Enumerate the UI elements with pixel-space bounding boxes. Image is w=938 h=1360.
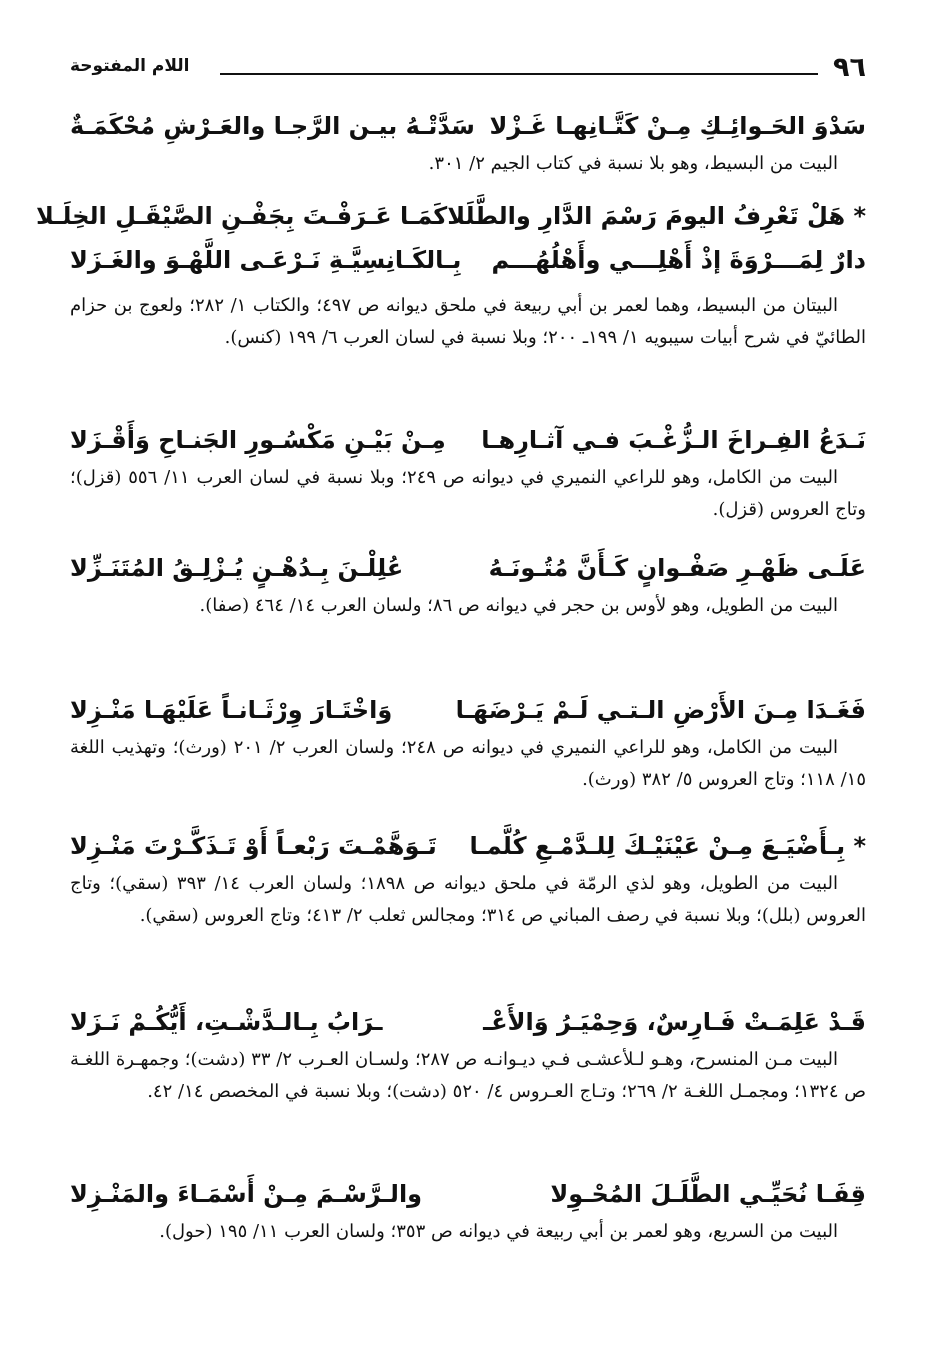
verse-note: البيت من الطويل، وهو لأوس بن حجر في ديوانه ص ٨٦؛ ولسان العرب ١٤/ ٤٦٤ (صفا). (199, 595, 838, 616)
verse-second-hemistich: سَدَّتْـهُ بيـن الرَّجـا والعَـرْشِ مُحْكَمَـةٌ (70, 112, 475, 140)
page-number: ٩٦ (833, 52, 866, 83)
verse-note: البيت من البسيط، وهو بلا نسبة في كتاب الجيم ٢/ ٣٠١. (428, 153, 838, 174)
verse-second-hemistich: عُلِلْـنَ بِـدُهْـنٍ يُـزْلِـقُ المُتَنَـزِّلا (70, 554, 404, 582)
verse-second-hemistich: وَاخْتَـارَ وِرْثَـانـاً عَلَيْهَـا مَنْـزِلا (70, 696, 393, 724)
verse-note: البيت من الكامل، وهو للراعي النميري في ديوانه ص ٢٤٨؛ ولسان العرب ٢/ ٢٠١ (ورث)؛ وتهذيب اللغة ١٥/ ١١٨؛ وتاج العروس ٥/ ٣٨٢ (ورث). (70, 737, 866, 790)
verse-second-hemistich: والـرَّسْـمَ مِـنْ أَسْمَـاءَ والمَنْـزِلا (70, 1180, 423, 1208)
header-rule (220, 73, 818, 75)
verse-line (70, 1172, 866, 1216)
verse-note: البيت من الكامل، وهو للراعي النميري في ديوانه ص ٢٤٩؛ وبلا نسبة في لسان العرب ١١/ ٥٥٦ (قزل)؛ وتاج العروس (قزل). (70, 467, 866, 520)
verse-first-hemistich: * بِـأَضْيَـعَ مِـنْ عَيْنَيْـكَ لِلـدَّمْـعِ كُلَّمـا (469, 832, 866, 860)
verse-second-hemistich: ـرَابُ بِـالـدَّشْـتِ، أَيُّكُـمْ نَـزَلا (70, 1008, 383, 1036)
verse-second-hemistich: مِـنْ بَيْـنِ مَكْسُـورِ الجَنـاحِ وَأَقْـزَلا (70, 426, 446, 454)
verse-first-hemistich: عَلَـى ظَهْـرِ صَفْـوانٍ كَـأَنَّ مُتُـونَـهُ (488, 554, 866, 582)
verse-first-hemistich: قِفَـا نُحَيِّـي الطَّلَـلَ المُحْـوِلا (550, 1180, 866, 1208)
verse-line (70, 688, 866, 732)
chapter-title: اللام المفتوحة (70, 56, 190, 76)
verse-first-hemistich: * هَلْ تَعْرِفُ اليومَ رَسْمَ الدَّارِ والطَّلَلا (447, 202, 866, 230)
verse-line (70, 418, 866, 462)
poem-entry (70, 546, 866, 622)
verse-first-hemistich: نَـدَعُ الفِـراخَ الـزُّغْـبَ فـي آثـارِهـا (481, 426, 866, 454)
verse-line (36, 194, 866, 238)
poem-entry (70, 104, 866, 180)
poem-entry (70, 824, 866, 931)
page-header (70, 52, 866, 82)
verse-note: البيت من السريع، وهو لعمر بن أبي ربيعة في ديوانه ص ٣٥٣؛ ولسان العرب ١١/ ١٩٥ (حول). (159, 1221, 838, 1242)
verse-first-hemistich: فَغَـدَا مِـنَ الأَرْضِ الـتـي لَـمْ يَـرْضَهَـا (455, 696, 866, 724)
verse-line (70, 824, 866, 868)
verse-second-hemistich: كَمَـا عَـرَفْـتَ بِجَفْـنِ الصَّيْقَـلِ الخِلَـلا (36, 202, 448, 230)
verse-first-hemistich: دارٌ لِمَـــرْوَةَ إذْ أَهْلِـــي وأَهْلُهُـــم (491, 246, 866, 274)
verse-second-hemistich: تَـوَهَّمْـتَ رَبْعـاً أَوْ تَـذَكَّـرْتَ مَنْـزِلا (70, 832, 437, 860)
verse-note: البيت من الطويل، وهو لذي الرمّة في ملحق ديوانه ص ١٨٩٨؛ ولسان العرب ١٤/ ٣٩٣ (سقي)؛ وتاج العروس (بلل)؛ وبلا نسبة في رصف المباني ص ٣١٤؛ ومجالس ثعلب ٢/ ٤١٣؛ وتاج العروس (سقي). (70, 873, 866, 926)
verse-line (70, 104, 866, 148)
verse-second-hemistich: بِـالكَـانِسِيَّـةِ نَـرْعَـى اللَّهْـوَ والغَـزَلا (70, 246, 462, 274)
poem-entry (70, 1000, 866, 1107)
verse-note: البيت مـن المنسرح، وهـو لـلأعشـى فـي ديـوانـه ص ٢٨٧؛ ولسـان العـرب ٢/ ٣٣ (دشت)؛ وجمهـرة اللغـة ص ١٣٢٤؛ ومجمـل اللغـة ٢/ ٢٦٩؛ وتـاج العـروس ٤/ ٥٢٠ (دشت)؛ وبلا نسبة في المخصص ١٤/ ٤٢. (70, 1049, 866, 1102)
verse-line (70, 238, 866, 282)
verse-first-hemistich: قَـدْ عَلِمَـتْ فَـارِسٌ، وَحِمْيَـرُ وَالأَعْـ (483, 1008, 866, 1036)
poem-entry (70, 1172, 866, 1248)
poem-entry (36, 194, 866, 353)
verse-line (70, 546, 866, 590)
verse-note: البيتان من البسيط، وهما لعمر بن أبي ربيعة في ملحق ديوانه ص ٤٩٧؛ والكتاب ١/ ٢٨٢؛ ولعوج بن حزام الطائيّ في شرح أبيات سيبويه ١/ ١٩٩ـ ٢٠٠؛ وبلا نسبة في لسان العرب ٦/ ١٩٩ (كنس). (70, 295, 866, 348)
poem-entry (70, 688, 866, 795)
verse-line (70, 1000, 866, 1044)
verse-first-hemistich: سَدْوَ الحَـوائِـكِ مِـنْ كَتَّـانِهـا غَـزْلا (489, 112, 866, 140)
poem-entry (70, 418, 866, 525)
